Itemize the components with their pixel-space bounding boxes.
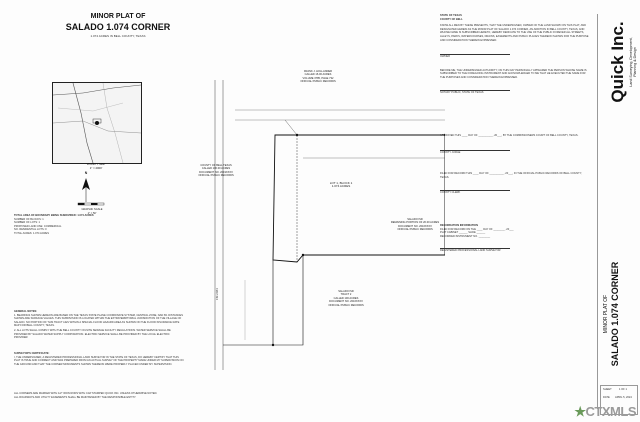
plat-title bbox=[48, 12, 188, 32]
recording-title: RECORDATION INFORMATION bbox=[440, 224, 478, 228]
legend-line: TOTAL ACRES: 1.074 ACRES bbox=[14, 231, 49, 235]
lot-label-line-1: LOT 1, BLOCK 1 bbox=[329, 181, 353, 185]
sheet-label: SHEET bbox=[603, 388, 612, 391]
adjoiner-west-line: DOCUMENT NO. 2019XXXX bbox=[199, 170, 233, 174]
company-logo: Quick Inc. bbox=[608, 21, 627, 103]
lot-label bbox=[326, 182, 356, 189]
recording-line: FILED FOR RECORD ON THE ____ DAY OF ________, 20___ bbox=[440, 227, 514, 231]
title-line-1: MINOR PLAT OF bbox=[90, 13, 146, 20]
notes-paragraph-2: 2. ALL LOTS SHALL COMPLY WITH THE BELL COUNTY ON-SITE SEWAGE FACILITY REGULATIONS. WATER SERVICE SHALL BE PROVIDED BY SALADO WATER SUPPLY CORPORATION. ELECTRIC SERVICE SHALL BE PROVIDED BY THE LOCAL ELECTRIC PROVIDER. bbox=[14, 328, 171, 340]
county-line: COUNTY OF BELL bbox=[440, 17, 463, 21]
surveyor-paragraph: I, THE UNDERSIGNED, A REGISTERED PROFESSIONAL LAND SURVEYOR IN THE STATE OF TEXAS, DO HEREBY CERTIFY THAT THIS PLAT IS TRUE AND CORRECT AND WAS PREPARED FROM AN ACTUAL SURVEY OF THE PROPERTY MADE UNDER MY SUPERVISION ON THE GROUND AND THAT THE CORNER MONUMENTS SHOWN THEREON WERE PROPERLY PLACED UNDER MY SUPERVISION. bbox=[14, 355, 184, 366]
adjoiner-north-line: CALLED 16.00 ACRES bbox=[304, 73, 332, 77]
notary-paragraph: BEFORE ME, THE UNDERSIGNED AUTHORITY, ON THIS DAY PERSONALLY APPEARED THE PERSON WHOSE NAME IS SUBSCRIBED TO THE FOREGOING INSTRUMENT AND ACKNOWLEDGED TO ME THAT HE EXECUTED THE SAME FOR THE PURPOSES AND CONSIDERATION THEREIN EXPRESSED. bbox=[440, 68, 587, 79]
legend-title: TOTAL AREA OF BOUNDARY BEING SUBDIVIDED: 1.074 ACRES bbox=[14, 214, 94, 217]
signature-label: NOTARY PUBLIC, STATE OF TEXAS bbox=[440, 90, 484, 94]
general-notes bbox=[14, 310, 184, 340]
filing-paragraph: FILED FOR RECORD THIS ____ DAY OF __________, 20___, IN THE OFFICIAL PUBLIC RECORDS OF BELL COUNTY, TEXAS. bbox=[440, 172, 582, 179]
adjoiner-east bbox=[390, 218, 440, 232]
plat-subtitle: 1.074 ACRES IN BELL COUNTY, TEXAS bbox=[90, 34, 146, 38]
title-block-plat-name: SALADO 1.074 CORNER bbox=[610, 261, 620, 367]
legend-line: NUMBER OF LOTS: 1 bbox=[14, 221, 40, 225]
adjoiner-west-line: CALLED 100.00 ACRES bbox=[201, 167, 231, 171]
date-value: APRIL 5, 2024 bbox=[615, 396, 632, 399]
adjoiner-east-line: OFFICIAL PUBLIC RECORDS bbox=[397, 228, 433, 232]
notes-title: GENERAL NOTES: bbox=[14, 310, 38, 313]
legend-line: NO. RESIDENTIAL LOTS: 0 bbox=[14, 228, 47, 232]
adjoiner-south-line: TRACT 2 bbox=[340, 293, 352, 297]
adjoiner-north-line: VOLUME 3785, PAGE 732 bbox=[302, 76, 334, 80]
adjoiner-north-line: FRANK J. HOLLANDER bbox=[303, 70, 333, 73]
graphic-scale-label: GRAPHIC SCALE bbox=[81, 208, 103, 211]
adjoiner-south-line: OFFICIAL PUBLIC RECORDS bbox=[328, 303, 364, 307]
adjoiner-south-line: SALADO ISD bbox=[338, 290, 354, 293]
vicinity-map-title: VICINITY MAP bbox=[86, 162, 106, 166]
approval-paragraph: APPROVED THIS ____ DAY OF __________, 20___, BY THE COMMISSIONERS COURT OF BELL COUNTY, TEXAS. bbox=[440, 134, 579, 138]
title-block bbox=[597, 14, 638, 409]
adjoiner-south-line: DOCUMENT NO. 2016XXXX bbox=[329, 300, 363, 304]
date-label: DATE bbox=[603, 396, 610, 399]
graphic-scale-text: 1" = 50' bbox=[87, 212, 97, 215]
recording-line: RECORDED INSTRUMENT NO. ________ bbox=[440, 234, 491, 238]
recording-line: PLAT CABINET ______ SLIDE ______ bbox=[440, 231, 486, 235]
legend-line: PROPOSED LAND USE: COMMERCIAL bbox=[14, 224, 62, 228]
footer-notes bbox=[14, 392, 184, 399]
adjoiner-east-line: REMAINING PORTION OF 20.00 ACRES bbox=[390, 221, 440, 225]
north-arrow-icon bbox=[76, 176, 116, 210]
adjoiner-west bbox=[196, 164, 236, 178]
company-tagline: Land Surveying, Development, bbox=[629, 37, 633, 87]
vicinity-map-scale: 1" = 2000' bbox=[89, 165, 103, 170]
north-label: N bbox=[84, 171, 88, 175]
signature-label: OWNER bbox=[440, 55, 450, 59]
adjoiner-north-line: OFFICIAL PUBLIC RECORDS bbox=[300, 80, 336, 84]
mls-watermark bbox=[574, 404, 636, 420]
signature-label: REGISTERED PROFESSIONAL LAND SURVEYOR bbox=[440, 249, 501, 253]
mls-brand: CTXMLS bbox=[585, 404, 636, 419]
vicinity-map-label bbox=[52, 163, 140, 170]
vicinity-map bbox=[52, 82, 142, 164]
legend-line: NUMBER OF BLOCKS: 1 bbox=[14, 217, 44, 221]
notes-paragraph: 1. BEARINGS SHOWN HEREON ARE BASED ON THE TEXAS STATE PLANE COORDINATE SYSTEM, CENTRAL ZONE, NAD 83. DISTANCES SHOWN ARE SURFACE VALUES. THIS SUBDIVISION IS LOCATED WITHIN THE EXTRATERRITORIAL JURISDICTION OF THE VILLAGE OF SALADO. NO PORTION OF THIS TRACT LIES WITHIN A SPECIAL FLOOD HAZARD AREA AS SHOWN ON THE FLOOD INSURANCE RATE MAP FOR BELL COUNTY, TEXAS. bbox=[14, 313, 183, 328]
sheet-number: 1 OF 1 bbox=[619, 388, 627, 391]
area-legend bbox=[14, 214, 184, 236]
owner-dedication: KNOW ALL MEN BY THESE PRESENTS, THAT THE UNDERSIGNED, OWNER OF THE LAND SHOWN ON THIS PLAT, AND DESIGNATED HEREIN AS THE MINOR PLAT OF SALADO 1.074 CORNER, AN ADDITION IN BELL COUNTY, TEXAS, AND WHOSE NAME IS SUBSCRIBED HERETO, HEREBY DEDICATE TO THE USE OF THE PUBLIC FOREVER ALL STREETS, ALLEYS, PARKS, WATERCOURSES, DRAINS, EASEMENTS AND PUBLIC PLACES THEREON SHOWN FOR THE PURPOSE AND CONSIDERATION THEREIN EXPRESSED. bbox=[440, 24, 589, 42]
title-block-plat-title: MINOR PLAT OF bbox=[603, 294, 609, 334]
footer-line: ALL ROADWAYS AND UTILITY EASEMENTS SHALL BE MAINTAINED BY THE RESPONSIBLE ENTITY. bbox=[14, 395, 137, 399]
signature-label: COUNTY CLERK bbox=[440, 190, 461, 194]
adjoiner-south bbox=[326, 290, 366, 307]
adjoiner-north bbox=[298, 70, 338, 84]
vicinity-map-drawing bbox=[53, 83, 141, 163]
signature-label: COUNTY JUDGE bbox=[440, 150, 461, 154]
surveyor-certificate bbox=[14, 352, 184, 366]
road-label: FM 2484 bbox=[215, 288, 219, 300]
state-line: STATE OF TEXAS bbox=[440, 14, 462, 17]
adjoiner-west-line: OFFICIAL PUBLIC RECORDS bbox=[198, 174, 234, 178]
adjoiner-east-line: SALADO ISD bbox=[407, 218, 423, 221]
adjoiner-south-line: CALLED 100 ACRES bbox=[333, 296, 359, 300]
adjoiner-west-line: COUNTY OF BELL TEXAS bbox=[200, 164, 232, 167]
adjoiner-east-line: DOCUMENT NO. 2016XXXX bbox=[398, 224, 432, 228]
texas-star-icon: ★ bbox=[574, 404, 586, 419]
lot-label-line-2: 1.074 ACRES bbox=[331, 184, 351, 189]
surveyor-title: SURVEYOR'S CERTIFICATE: bbox=[14, 352, 50, 355]
company-tagline-2: Planning & Design bbox=[633, 47, 637, 77]
footer-line: ALL CORNERS ARE MARKED WITH 1/2" IRON RODS WITH CAP STAMPED QUICK INC. UNLESS OTHERWISE NOTED. bbox=[14, 392, 158, 395]
dedication-column bbox=[440, 14, 590, 253]
title-line-2: SALADO 1.074 CORNER bbox=[65, 22, 171, 32]
